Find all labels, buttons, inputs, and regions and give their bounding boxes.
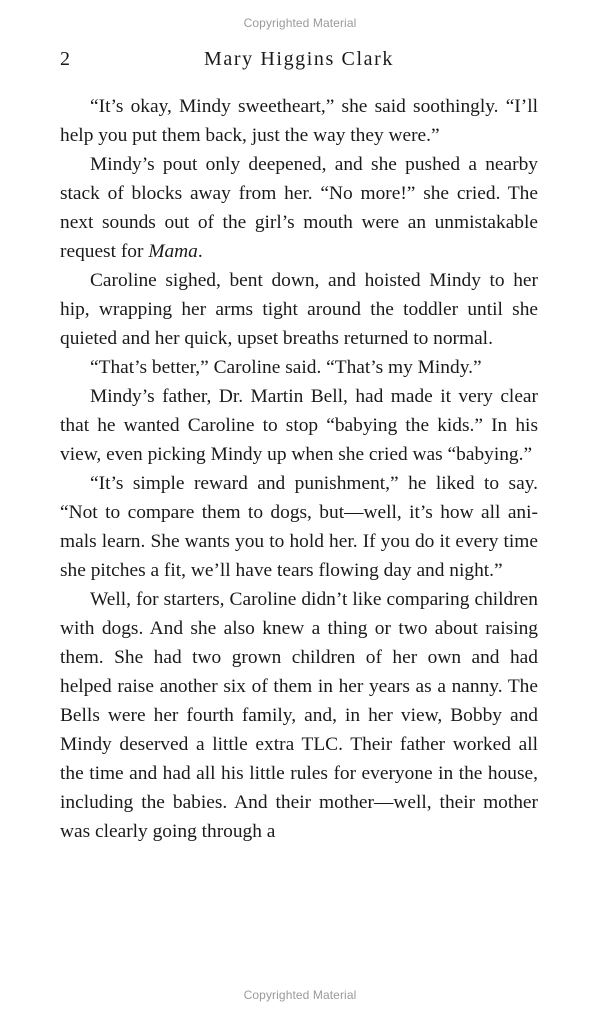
paragraph-text: Mindy’s pout only deepened, and she pushed a nearby stack of blocks away from her. “No more!” she cried. The next sounds out of the girl’s mouth were an unmistakable request for — [60, 154, 538, 262]
paragraph: Caroline sighed, bent down, and hoisted Mindy to her hip, wrapping her arms tight around the toddler until she quieted and her quick, upset breaths returned to normal. — [60, 270, 538, 349]
body-text — [60, 92, 538, 846]
running-title: Mary Higgins Clark — [204, 48, 394, 70]
running-header — [60, 48, 538, 76]
paragraph: Well, for starters, Caroline didn’t like comparing children with dogs. And she also knew a thing or two about raising them. She had two grown children of her own and had helped raise another six of them in her years as a nanny. The Bells were her fourth family, and, in her view, Bobby and Mindy deserved a little extra TLC. Their father worked all the time and had all his little rules for everyone in the house, including the babies. And their mother—well, their mother was clearly going through a — [60, 589, 538, 842]
paragraph — [60, 150, 538, 266]
copyright-watermark-top: Copyrighted Material — [243, 16, 357, 30]
paragraph: “It’s simple reward and punishment,” he liked to say. “Not to compare them to dogs, but—well, it’s how all animals learn. She wants you to hold her. If you do it every time she pitches a fit, we’ll have tears flowing day and night.” — [60, 473, 538, 581]
emphasis-text: Mama — [148, 241, 198, 262]
paragraph: “That’s better,” Caroline said. “That’s my Mindy.” — [90, 357, 482, 378]
copyright-watermark-bottom: Copyrighted Material — [243, 988, 357, 1002]
paragraph: Mindy’s father, Dr. Martin Bell, had made it very clear that he wanted Caroline to stop “babying the kids.” In his view, even picking Mindy up when she cried was “babying.” — [60, 386, 538, 465]
paragraph: “It’s okay, Mindy sweetheart,” she said soothingly. “I’ll help you put them back, just the way they were.” — [60, 96, 538, 146]
paragraph-tail: . — [197, 241, 203, 262]
page-number: 2 — [60, 48, 70, 70]
